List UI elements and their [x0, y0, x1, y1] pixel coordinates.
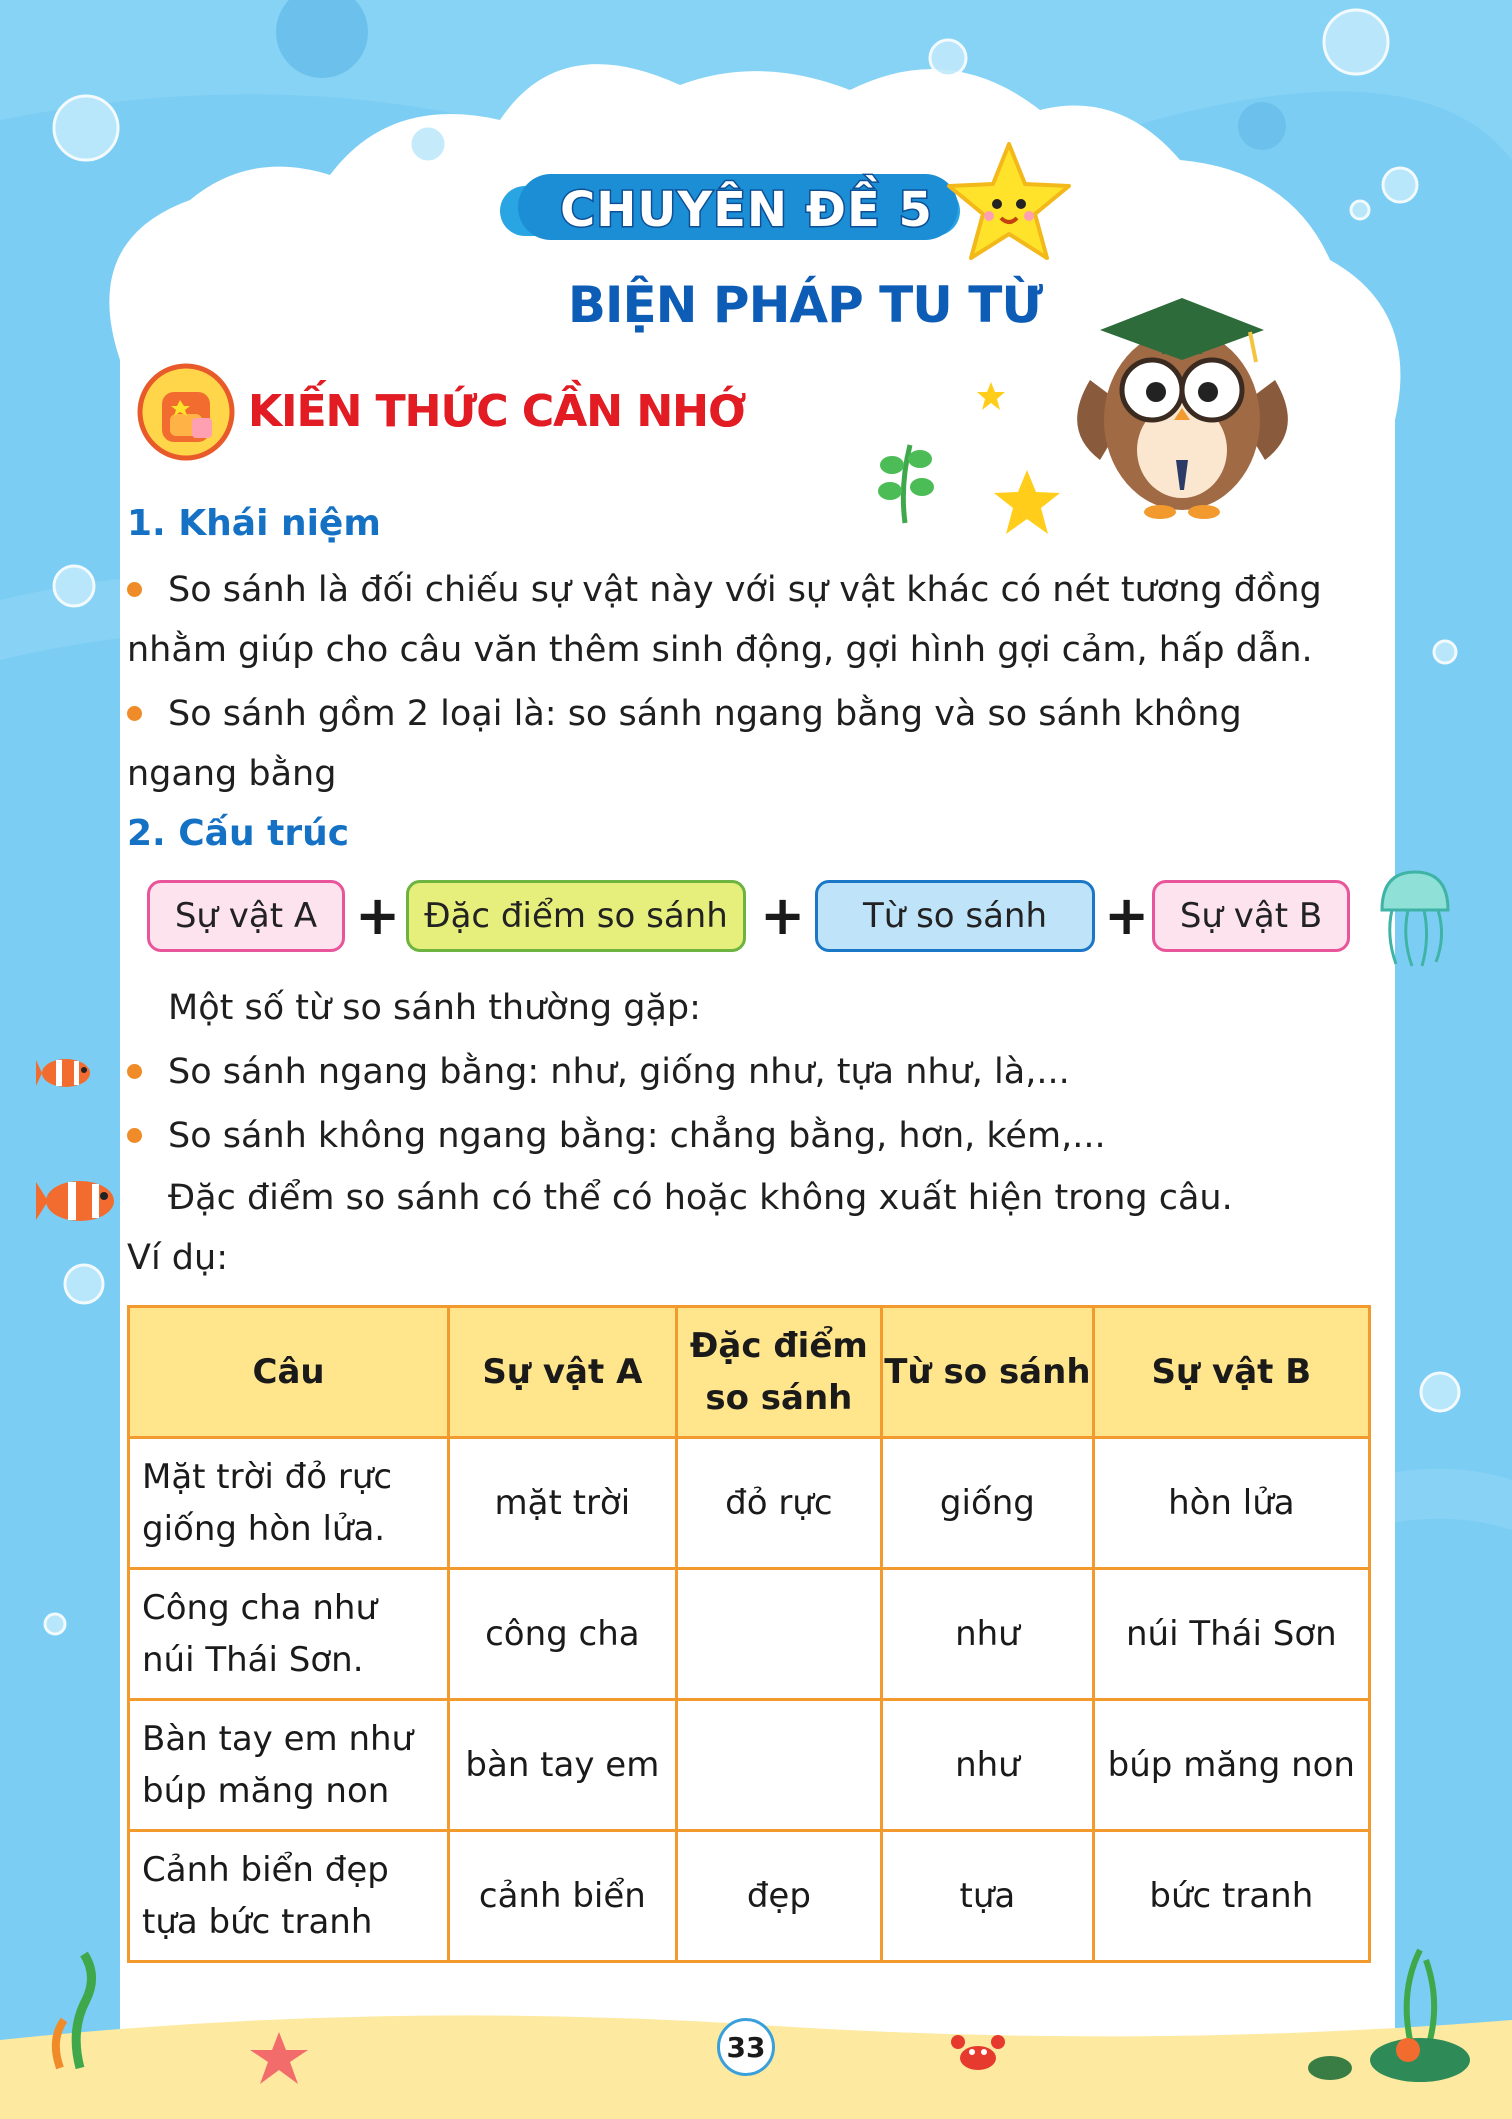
- header-feature-line1: Đặc điểm: [689, 1326, 868, 1366]
- cell-sentence: [129, 1831, 449, 1962]
- star-icon: [945, 140, 1073, 264]
- cell-comparison-word: giống: [882, 1438, 1094, 1569]
- header-sentence: Câu: [129, 1307, 449, 1438]
- clownfish-icon: [36, 1052, 100, 1094]
- clownfish-icon: [34, 1172, 126, 1230]
- cell-subject-a: mặt trời: [449, 1438, 676, 1569]
- starfish-icon: [248, 2030, 310, 2086]
- owl-mascot-icon: [1060, 290, 1305, 520]
- sentence-line: Công cha như: [142, 1588, 378, 1628]
- cell-comparison-word: như: [882, 1700, 1094, 1831]
- header-subject-a: Sự vật A: [449, 1307, 676, 1438]
- sentence-line: Bàn tay em như: [142, 1719, 414, 1759]
- sentence-line: búp măng non: [142, 1771, 390, 1811]
- cell-sentence: [129, 1569, 449, 1700]
- backpack-icon: [132, 356, 240, 464]
- structure-box-subject-b: Sự vật B: [1152, 880, 1350, 952]
- example-label: Ví dụ:: [127, 1238, 228, 1278]
- table-row: [129, 1438, 1370, 1569]
- table-row: [129, 1569, 1370, 1700]
- small-star-icon: [975, 380, 1007, 412]
- cell-feature: [676, 1700, 882, 1831]
- seaweed-icon: [870, 435, 940, 525]
- cell-comparison-word: tựa: [882, 1831, 1094, 1962]
- sentence-line: tựa bức tranh: [142, 1902, 373, 1942]
- structure-box-feature: Đặc điểm so sánh: [406, 880, 746, 952]
- page-number: 33: [717, 2018, 775, 2076]
- concept-line: ngang bằng: [127, 754, 337, 794]
- feature-note: Đặc điểm so sánh có thể có hoặc không xuất hiện trong câu.: [168, 1178, 1233, 1218]
- star-icon-2: [992, 468, 1062, 536]
- bullet-dot: [127, 1064, 142, 1079]
- coral-reef-icon: [1300, 1940, 1480, 2090]
- cell-sentence: [129, 1438, 449, 1569]
- concept-line: nhằm giúp cho câu văn thêm sinh động, gợi hình gợi cảm, hấp dẫn.: [127, 630, 1313, 670]
- cell-subject-a: bàn tay em: [449, 1700, 676, 1831]
- bullet-dot: [127, 1128, 142, 1143]
- cell-subject-b: núi Thái Sơn: [1093, 1569, 1369, 1700]
- header-feature: [676, 1307, 882, 1438]
- plus-sign: +: [355, 884, 401, 947]
- concept-line: So sánh là đối chiếu sự vật này với sự vật khác có nét tương đồng: [168, 570, 1322, 610]
- examples-table: [127, 1305, 1371, 1963]
- header-subject-b: Sự vật B: [1093, 1307, 1369, 1438]
- cell-subject-b: búp măng non: [1093, 1700, 1369, 1831]
- structure-heading: 2. Cấu trúc: [127, 813, 350, 854]
- cell-feature: [676, 1569, 882, 1700]
- cell-feature: đỏ rực: [676, 1438, 882, 1569]
- sentence-line: giống hòn lửa.: [142, 1509, 386, 1549]
- table-row: [129, 1700, 1370, 1831]
- sentence-line: Mặt trời đỏ rực: [142, 1457, 393, 1497]
- plus-sign: +: [1104, 884, 1150, 947]
- header-comparison-word: Từ so sánh: [882, 1307, 1094, 1438]
- section-heading: KIẾN THỨC CẦN NHỚ: [248, 386, 746, 437]
- sentence-line: núi Thái Sơn.: [142, 1640, 364, 1680]
- common-words-intro: Một số từ so sánh thường gặp:: [168, 988, 701, 1028]
- concept-heading: 1. Khái niệm: [127, 503, 381, 544]
- cell-subject-b: hòn lửa: [1093, 1438, 1369, 1569]
- equal-comparison-words: So sánh ngang bằng: như, giống như, tựa như, là,...: [168, 1052, 1070, 1092]
- cell-sentence: [129, 1700, 449, 1831]
- cell-subject-b: bức tranh: [1093, 1831, 1369, 1962]
- unequal-comparison-words: So sánh không ngang bằng: chẳng bằng, hơn, kém,...: [168, 1116, 1106, 1156]
- bullet-dot: [127, 706, 142, 721]
- structure-box-subject-a: Sự vật A: [147, 880, 345, 952]
- cell-feature: đẹp: [676, 1831, 882, 1962]
- crab-icon: [950, 2030, 1006, 2076]
- cell-comparison-word: như: [882, 1569, 1094, 1700]
- table-header-row: [129, 1307, 1370, 1438]
- cell-subject-a: cảnh biển: [449, 1831, 676, 1962]
- header-feature-line2: so sánh: [705, 1378, 853, 1418]
- chapter-label: CHUYÊN ĐỀ 5: [560, 182, 933, 238]
- concept-line: So sánh gồm 2 loại là: so sánh ngang bằng và so sánh không: [168, 694, 1242, 734]
- sentence-line: Cảnh biển đẹp: [142, 1850, 389, 1890]
- jellyfish-icon: [1372, 866, 1458, 970]
- plus-sign: +: [760, 884, 806, 947]
- seaweed-icon: [30, 1950, 120, 2070]
- table-row: [129, 1831, 1370, 1962]
- bullet-dot: [127, 582, 142, 597]
- cell-subject-a: công cha: [449, 1569, 676, 1700]
- structure-box-comparison-word: Từ so sánh: [815, 880, 1095, 952]
- page-title: BIỆN PHÁP TU TỪ: [567, 276, 1043, 334]
